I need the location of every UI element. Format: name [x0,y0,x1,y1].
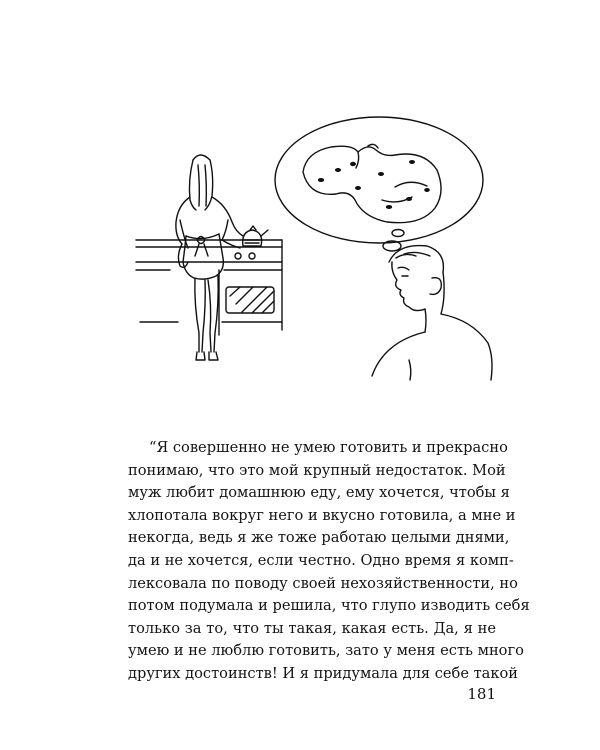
potato-icon [303,144,441,222]
text-line: некогда, ведь я же тоже работаю целыми днями, [128,529,510,547]
man-figure [372,246,492,380]
text-line: “Я совершенно не умею готовить и прекрасно [149,439,508,456]
body-paragraph [128,437,530,686]
page-number: 181 [467,685,496,703]
text-line: потом подумала и решила, что глупо изводить себя [128,597,530,615]
kitchen-counter [136,226,282,335]
text-line: других достоинств! И я придумала для себе такой [128,664,519,682]
text-line: да и не хочется, если честно. Одно время я комп- [128,551,514,569]
text-line: только за то, что ты такая, какая есть. Да, я не [128,619,496,637]
text-line: умею и не люблю готовить, зато у меня есть много [128,642,524,660]
text-line: муж любит домашнюю еду, ему хочется, чтобы я [128,484,510,502]
thought-bubble-icon [275,117,483,251]
text-line: понимаю, что это мой крупный недостаток. Мой [128,461,506,479]
woman-at-stove-figure [176,155,243,360]
text-line: лексовала по поводу своей нехозяйственности, но [128,574,518,592]
text-line: хлопотала вокруг него и вкусно готовила, а мне и [128,506,516,524]
